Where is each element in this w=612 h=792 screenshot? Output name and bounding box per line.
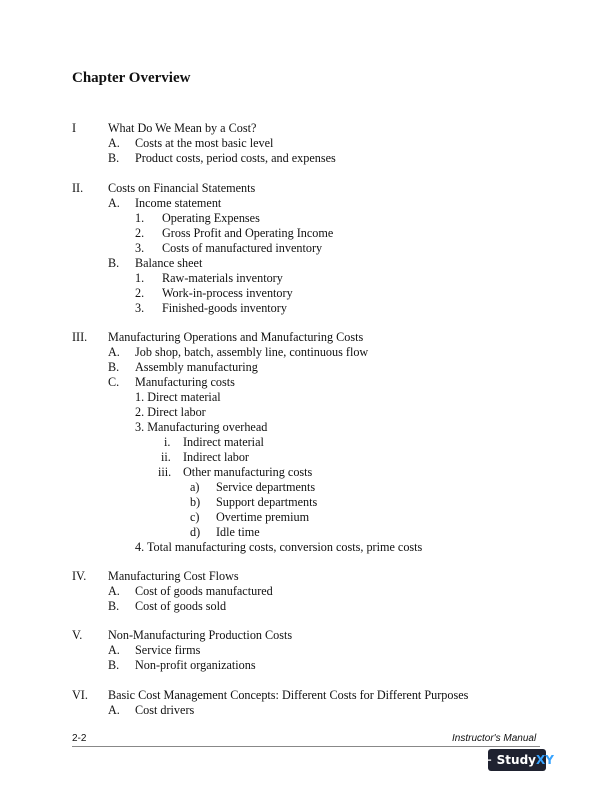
roman-label: ii.: [161, 450, 171, 464]
section-heading: Basic Cost Management Concepts: Different Costs for Different Purposes: [108, 688, 469, 702]
section-number: V.: [72, 628, 83, 642]
section-heading: Costs on Financial Statements: [108, 181, 256, 195]
item-label: A.: [108, 196, 120, 210]
outline-item: Non-profit organizations: [135, 658, 256, 672]
letter-label: a): [190, 480, 200, 494]
footer-label: Instructor's Manual: [452, 733, 537, 744]
section-heading: Non-Manufacturing Production Costs: [108, 628, 293, 642]
outline-deep-item: Support departments: [216, 495, 318, 509]
letter-label: c): [190, 510, 200, 524]
sub-item-label: 1.: [135, 211, 145, 225]
item-label: B.: [108, 658, 120, 672]
outline-sub-item: 1. Direct material: [135, 390, 221, 404]
outline-sub-item: 3. Manufacturing overhead: [135, 420, 268, 434]
footer-divider: [72, 746, 540, 747]
item-label: B.: [108, 599, 120, 613]
outline-item: Cost of goods manufactured: [135, 584, 273, 598]
outline-sub-item: Gross Profit and Operating Income: [162, 226, 334, 240]
outline-sub-item: 2. Direct labor: [135, 405, 206, 419]
outline-sub-item: Raw-materials inventory: [162, 271, 283, 285]
item-label: B.: [108, 256, 120, 270]
item-label: A.: [108, 643, 120, 657]
outline-item: Cost of goods sold: [135, 599, 227, 613]
outline-item: Cost drivers: [135, 703, 195, 717]
brand-text: Study: [496, 753, 536, 767]
item-label: A.: [108, 703, 120, 717]
item-label: A.: [108, 584, 120, 598]
section-number: VI.: [72, 688, 88, 702]
section-number: IV.: [72, 569, 87, 583]
outline-sub-sub-item: Indirect material: [183, 435, 264, 449]
outline-sub-item: 4. Total manufacturing costs, conversion costs, prime costs: [135, 540, 423, 554]
outline-item: Assembly manufacturing: [135, 360, 258, 374]
sub-item-label: 3.: [135, 241, 145, 255]
brand-accent: XY: [535, 753, 554, 767]
outline-sub-item: Operating Expenses: [162, 211, 260, 225]
item-label: A.: [108, 345, 120, 359]
outline-sub-item: Work-in-process inventory: [162, 286, 293, 300]
outline-item: Balance sheet: [135, 256, 203, 270]
studyxy-badge[interactable]: [480, 749, 554, 771]
letter-label: d): [190, 525, 201, 539]
outline-deep-item: Idle time: [216, 525, 260, 539]
item-label: B.: [108, 360, 120, 374]
section-number: III.: [72, 330, 88, 344]
outline-sub-sub-item: Indirect labor: [183, 450, 249, 464]
outline-deep-item: Service departments: [216, 480, 316, 494]
outline-sub-sub-item: Other manufacturing costs: [183, 465, 313, 479]
roman-label: i.: [164, 435, 171, 449]
outline-sub-item: Costs of manufactured inventory: [162, 241, 323, 255]
outline-item: Job shop, batch, assembly line, continuous flow: [135, 345, 369, 359]
item-label: B.: [108, 151, 120, 165]
sub-item-label: 2.: [135, 286, 145, 300]
outline-sub-item: Finished-goods inventory: [162, 301, 287, 315]
outline-item: Service firms: [135, 643, 201, 657]
page-title: Chapter Overview: [72, 70, 191, 86]
item-label: A.: [108, 136, 120, 150]
outline-deep-item: Overtime premium: [216, 510, 310, 524]
section-number: II.: [72, 181, 84, 195]
outline-item: Income statement: [135, 196, 222, 210]
plus-icon: +: [480, 750, 493, 769]
sub-item-label: 2.: [135, 226, 145, 240]
page-number: 2-2: [72, 733, 87, 744]
roman-label: iii.: [158, 465, 172, 479]
outline-item: Product costs, period costs, and expenses: [135, 151, 336, 165]
section-heading: Manufacturing Cost Flows: [108, 569, 239, 583]
outline-item: Manufacturing costs: [135, 375, 235, 389]
letter-label: b): [190, 495, 201, 509]
item-label: C.: [108, 375, 120, 389]
section-heading: Manufacturing Operations and Manufacturing Costs: [108, 330, 364, 344]
section-number: I: [72, 121, 77, 135]
sub-item-label: 3.: [135, 301, 145, 315]
section-heading: What Do We Mean by a Cost?: [108, 121, 257, 135]
outline-item: Costs at the most basic level: [135, 136, 274, 150]
sub-item-label: 1.: [135, 271, 145, 285]
